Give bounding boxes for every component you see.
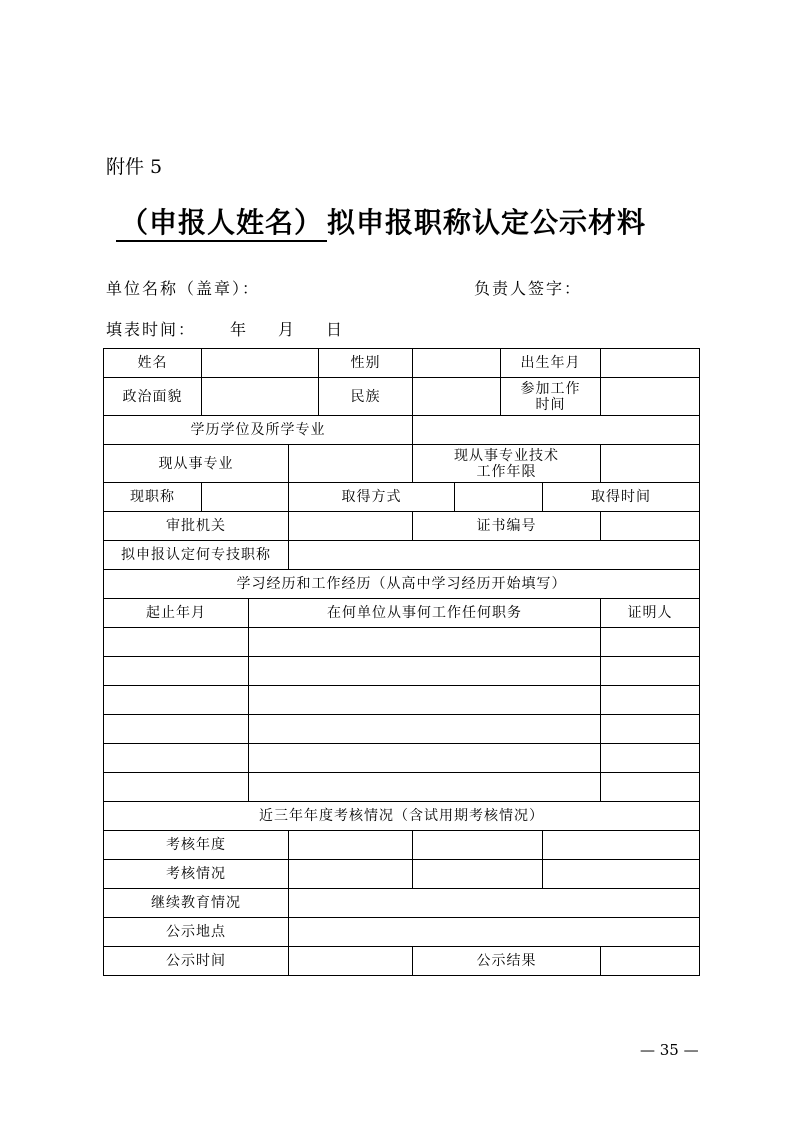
history-row (104, 628, 700, 657)
work-start-value (601, 378, 700, 416)
current-title-label: 现职称 (104, 483, 202, 512)
row-assess-result (104, 860, 700, 889)
target-title-label: 拟申报认定何专技职称 (104, 541, 289, 570)
signer-label: 负责人签字： (474, 279, 583, 298)
assess-result-label: 考核情况 (104, 860, 289, 889)
obtain-method-label: 取得方式 (289, 483, 455, 512)
name-label: 姓名 (104, 349, 202, 378)
history-row (104, 657, 700, 686)
approval-org-label: 审批机关 (104, 512, 289, 541)
study-work-header: 学习经历和工作经历（从高中学习经历开始填写） (104, 570, 700, 599)
row-major (104, 445, 700, 483)
tech-years-value (601, 445, 700, 483)
day-label: 日 (326, 320, 345, 339)
birth-label: 出生年月 (501, 349, 601, 378)
current-major-label: 现从事专业 (104, 445, 289, 483)
fill-date-label: 填表时间： (106, 320, 197, 339)
education-label: 学历学位及所学专业 (104, 416, 413, 445)
fill-date-line (106, 317, 344, 340)
history-row (104, 773, 700, 802)
name-value (202, 349, 319, 378)
publicity-result-value (601, 947, 700, 976)
cert-no-label: 证书编号 (413, 512, 601, 541)
cert-no-value (601, 512, 700, 541)
row-publicity-time (104, 947, 700, 976)
row-education (104, 416, 700, 445)
unit-job-header: 在何单位从事何工作任何职务 (249, 599, 601, 628)
period-header: 起止年月 (104, 599, 249, 628)
applicant-name-placeholder: （申报人姓名） (116, 206, 327, 242)
tech-years-label: 现从事专业技术 工作年限 (413, 445, 601, 483)
history-row (104, 744, 700, 773)
document-title (116, 206, 646, 242)
page-number: — 35 — (640, 1041, 699, 1059)
row-assess-year (104, 831, 700, 860)
row-assessment-header (104, 802, 700, 831)
assess-year-label: 考核年度 (104, 831, 289, 860)
row-title (104, 483, 700, 512)
unit-label: 单位名称（盖章）： (106, 279, 261, 298)
row-target-title (104, 541, 700, 570)
gender-value (413, 349, 501, 378)
continuing-edu-label: 继续教育情况 (104, 889, 289, 918)
publicity-place-label: 公示地点 (104, 918, 289, 947)
publicity-place-value (289, 918, 700, 947)
work-start-label: 参加工作 时间 (501, 378, 601, 416)
birth-value (601, 349, 700, 378)
attachment-label: 附件 5 (106, 156, 163, 178)
assessment-header: 近三年年度考核情况（含试用期考核情况） (104, 802, 700, 831)
row-study-work-header (104, 570, 700, 599)
history-row (104, 715, 700, 744)
title-text: 拟申报职称认定公示材料 (327, 206, 647, 239)
ethnicity-value (413, 378, 501, 416)
row-approval (104, 512, 700, 541)
row-publicity-place (104, 918, 700, 947)
month-label: 月 (278, 320, 297, 339)
education-value (413, 416, 700, 445)
gender-label: 性别 (319, 349, 413, 378)
obtain-time-label: 取得时间 (543, 483, 700, 512)
politics-label: 政治面貌 (104, 378, 202, 416)
ethnicity-label: 民族 (319, 378, 413, 416)
year-label: 年 (230, 320, 249, 339)
current-title-value (202, 483, 289, 512)
row-basic-1 (104, 349, 700, 378)
publicity-time-label: 公示时间 (104, 947, 289, 976)
continuing-edu-value (289, 889, 700, 918)
publicity-result-label: 公示结果 (413, 947, 601, 976)
target-title-value (289, 541, 700, 570)
history-row (104, 686, 700, 715)
publicity-time-value (289, 947, 413, 976)
current-major-value (289, 445, 413, 483)
disclosure-form-table (103, 348, 700, 976)
row-continuing-edu (104, 889, 700, 918)
politics-value (202, 378, 319, 416)
row-history-columns (104, 599, 700, 628)
witness-header: 证明人 (601, 599, 700, 628)
fill-date (230, 317, 344, 340)
obtain-method-value (455, 483, 543, 512)
approval-org-value (289, 512, 413, 541)
row-basic-2 (104, 378, 700, 416)
